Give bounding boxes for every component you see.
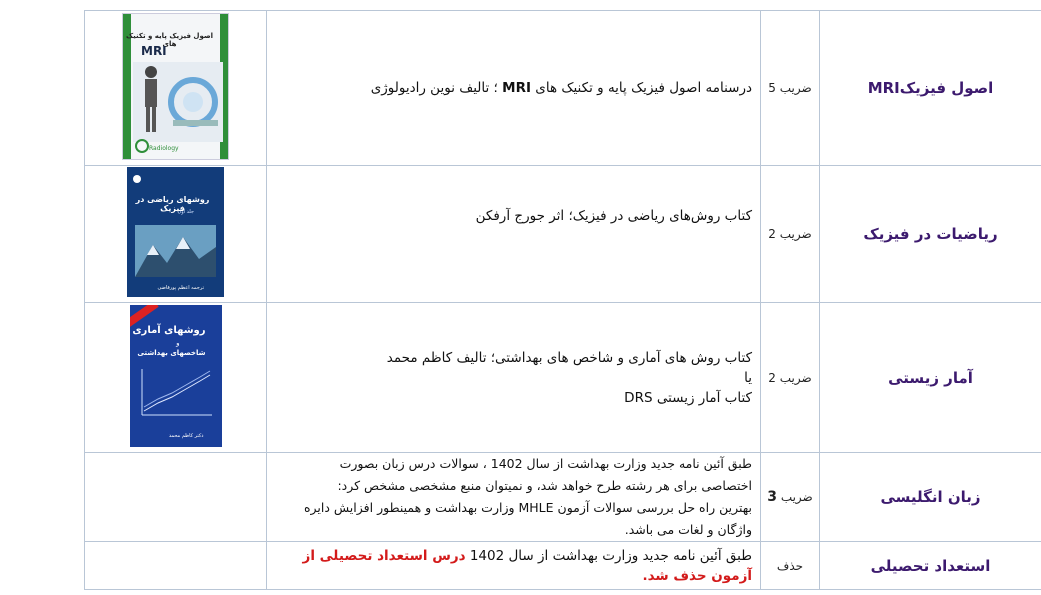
table-row <box>85 303 1041 453</box>
mountain-illustration <box>135 225 216 277</box>
book-abbr: MRI <box>141 43 167 58</box>
book-cover-biostatistics <box>130 305 222 447</box>
subject-cell <box>820 303 1041 453</box>
description-bold: MRI <box>502 80 532 96</box>
book-title: اصول فیزیک پایه و تکنیک های <box>125 31 214 48</box>
description-cell <box>267 453 761 542</box>
description-text: طبق آئین نامه جدید وزارت بهداشت از سال 1402 <box>465 547 752 564</box>
description-line: بهترین راه حل بررسی سوالات آزمون MHLE وزارت بهداشت و همینطور افزایش دایره <box>303 500 752 515</box>
description-cell <box>267 542 761 590</box>
coefficient-label: ضریب 2 <box>768 370 812 385</box>
table-row <box>85 166 1041 303</box>
book-authors: دکتر کاظم محمد <box>168 432 204 439</box>
description-highlight: درس استعداد تحصیلی از آزمون حذف شد. <box>302 547 752 584</box>
description-cell <box>267 11 761 166</box>
subject-cell <box>820 453 1041 542</box>
body-scan-illustration <box>133 62 223 142</box>
book-title: روشهای ریاضی در فیزیک <box>135 195 210 213</box>
coefficient-cell <box>761 542 820 590</box>
description-line: اختصاصی برای هر رشته طرح خواهد شد، و نمیتوان منبع مشخصی مشخص کرد: <box>337 478 752 493</box>
book-cover-math-physics <box>127 167 224 297</box>
subject-cell <box>820 542 1041 590</box>
chart-illustration <box>138 367 214 419</box>
publisher-name: Radiology <box>149 144 179 152</box>
subject-cell <box>820 166 1041 303</box>
book-volume: جلد اول <box>177 209 194 215</box>
book-translator: ترجمه اعظم پورقاضی <box>157 285 204 291</box>
description-cell <box>267 166 761 303</box>
coefficient-label: ضریب <box>780 490 813 504</box>
description-line: واژگان و لغات می باشد. <box>624 522 752 537</box>
book-cover-cell <box>85 11 267 166</box>
coefficient-cell <box>761 166 820 303</box>
subject-label: زبان انگلیسی <box>880 488 981 506</box>
coefficient-value: 3 <box>767 489 777 505</box>
empty-cell <box>85 453 267 542</box>
description-line: کتاب روش های آماری و شاخص های بهداشتی؛ تالیف کاظم محمد <box>386 349 752 366</box>
sources-table <box>84 10 1041 590</box>
book-cover-cell <box>85 166 267 303</box>
coefficient-label: حذف <box>776 558 804 573</box>
publisher-logo <box>133 175 141 183</box>
table-row <box>85 11 1041 166</box>
book-cover-cell <box>85 303 267 453</box>
description-line: یا <box>744 369 752 386</box>
coefficient-cell <box>761 303 820 453</box>
book-title: روشهای آماری <box>132 324 206 336</box>
publisher-logo <box>135 139 149 153</box>
subject-label: ریاضیات در فیزیک <box>863 225 998 243</box>
table-row <box>85 542 1041 590</box>
book-conjunction: و <box>176 338 180 347</box>
description-text-end: ؛ تالیف نوین رادیولوژی <box>370 80 503 96</box>
subject-label: آمار زیستی <box>888 368 973 387</box>
subject-cell <box>820 11 1041 166</box>
description-line: کتاب آمار زیستی DRS <box>624 389 752 406</box>
description-line: طبق آئین نامه جدید وزارت بهداشت از سال 1402 ، سوالات درس زبان بصورت <box>339 456 752 471</box>
coefficient-cell <box>761 453 820 542</box>
empty-cell <box>85 542 267 590</box>
book-cover-mri <box>122 13 229 160</box>
description-text: کتاب روش‌های ریاضی در فیزیک؛ اثر جورج آرفکن <box>475 208 752 224</box>
coefficient-label: ضریب 2 <box>768 227 812 241</box>
book-subtitle: شاخصهای بهداشتی <box>137 348 206 357</box>
description-cell <box>267 303 761 453</box>
subject-label: اصول فیزیکMRI <box>867 79 994 97</box>
subject-label: استعداد تحصیلی <box>870 556 991 575</box>
table-row <box>85 453 1041 542</box>
coefficient-cell <box>761 11 820 166</box>
coefficient-label: ضریب 5 <box>768 81 812 95</box>
description-text: درسنامه اصول فیزیک پایه و تکنیک های <box>531 80 752 96</box>
